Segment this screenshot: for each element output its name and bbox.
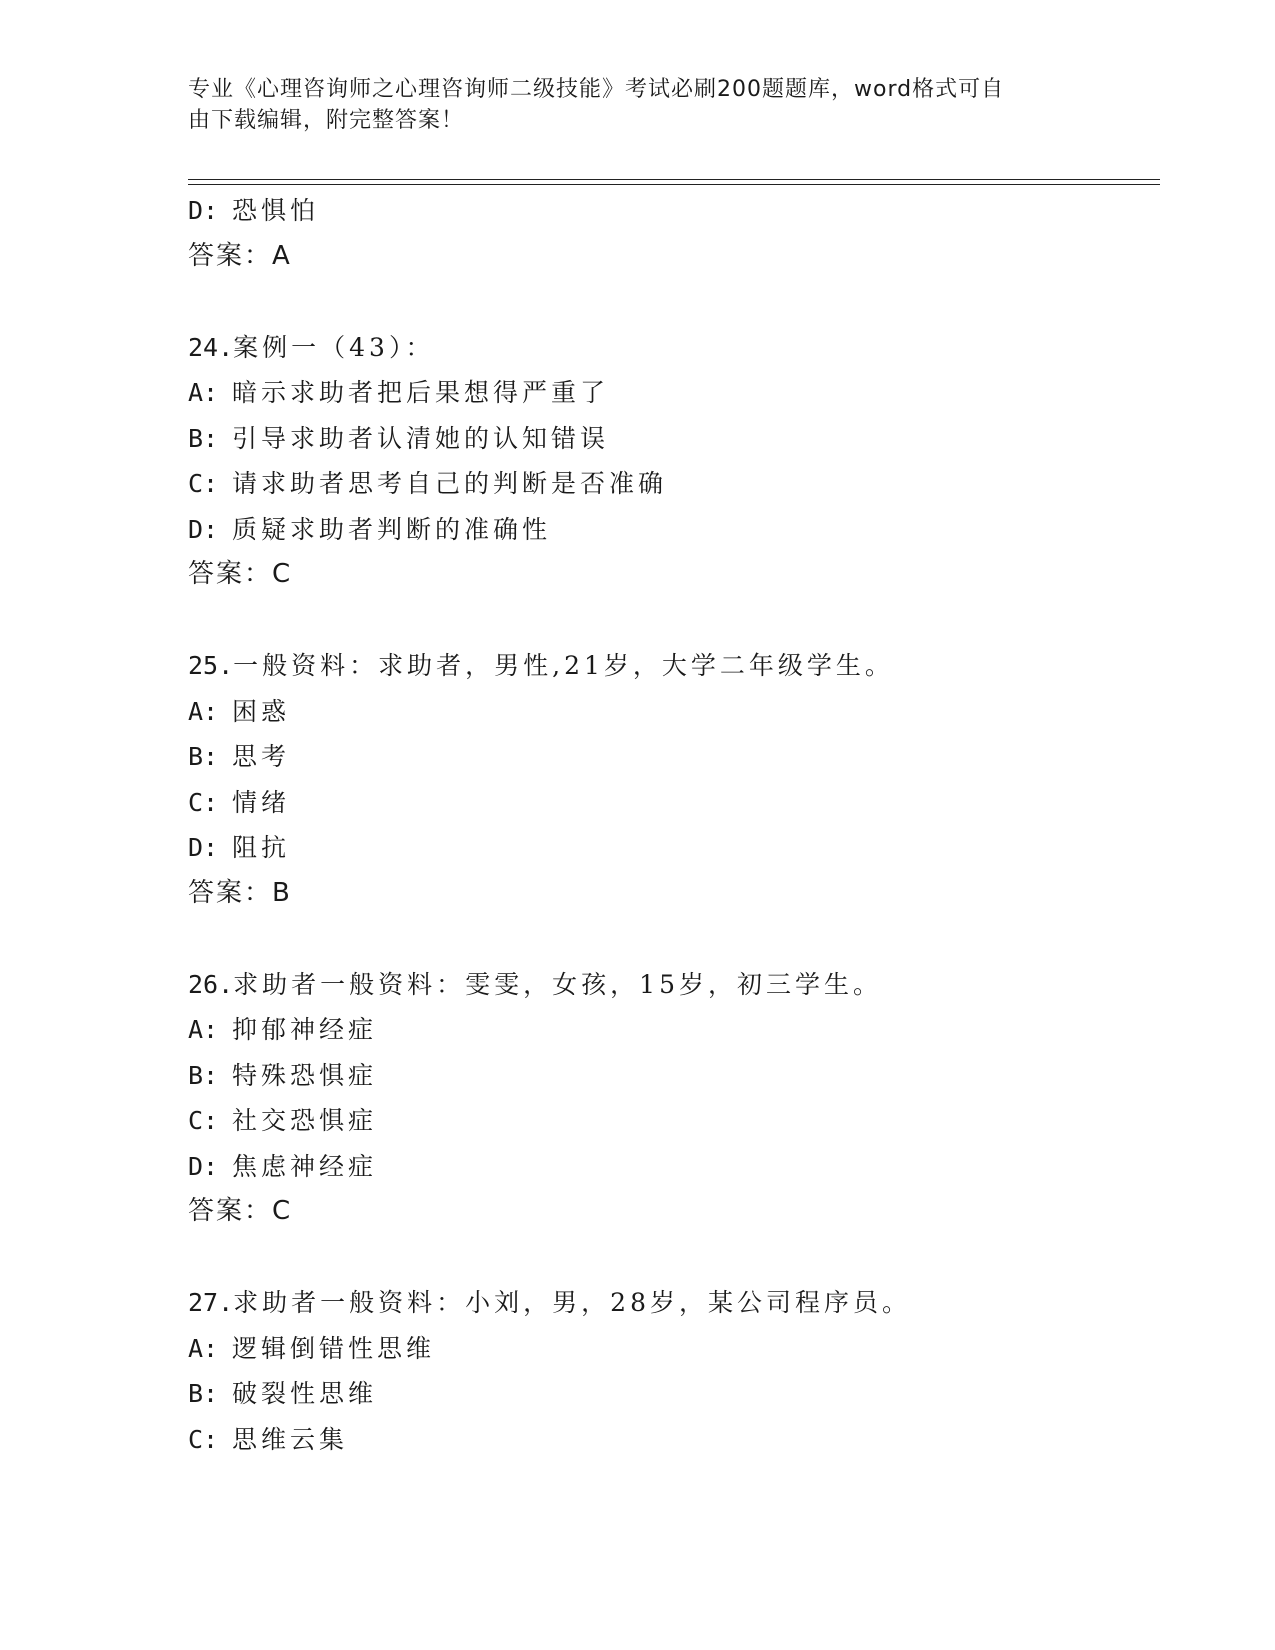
question-number: 25. <box>188 651 234 680</box>
option-letter: B: <box>188 423 219 453</box>
carryover-block <box>188 188 1168 279</box>
option-row <box>188 1098 1168 1144</box>
option-letter: A: <box>188 696 219 726</box>
option-letter: B: <box>188 1379 219 1408</box>
header-divider-bottom <box>188 184 1160 185</box>
option-text: 破裂性思维 <box>232 1379 378 1408</box>
question-list <box>188 188 1168 1462</box>
question-stem <box>188 1280 1168 1326</box>
option-row <box>188 1007 1168 1053</box>
question-number: 27. <box>188 1288 234 1317</box>
question-text: 求助者一般资料：小刘，男，28岁，某公司程序员。 <box>233 1288 911 1317</box>
option-text: 思考 <box>232 742 291 771</box>
option-text: 困惑 <box>232 696 291 726</box>
question-27 <box>188 1280 1168 1462</box>
question-text: 一般资料：求助者，男性,21岁，大学二年级学生。 <box>233 651 894 680</box>
option-letter: C: <box>188 1424 219 1454</box>
option-text: 抑郁神经症 <box>232 1015 378 1044</box>
option-row <box>188 370 1168 416</box>
option-row <box>188 1371 1168 1417</box>
question-stem <box>188 325 1168 371</box>
option-letter: D: <box>188 1151 219 1181</box>
option-row <box>188 1326 1168 1372</box>
spacer <box>188 1235 1168 1281</box>
option-text: 阻抗 <box>232 833 291 862</box>
option-text: 请求助者思考自己的判断是否准确 <box>232 469 668 498</box>
option-text: 引导求助者认清她的认知错误 <box>232 423 610 453</box>
question-number: 24. <box>188 332 234 362</box>
option-text: 社交恐惧症 <box>232 1106 378 1135</box>
spacer <box>188 598 1168 644</box>
option-letter: B: <box>188 742 219 771</box>
answer-line: 答案：C <box>188 1196 293 1226</box>
question-number: 26. <box>188 969 234 999</box>
option-row <box>188 416 1168 462</box>
option-letter: C: <box>188 1106 219 1135</box>
option-text: 情绪 <box>232 787 291 817</box>
option-row <box>188 734 1168 780</box>
option-text: 恐惧怕 <box>232 196 320 225</box>
spacer <box>188 279 1168 325</box>
option-row <box>188 825 1168 871</box>
option-row <box>188 188 1168 234</box>
question-text: 求助者一般资料：雯雯，女孩，15岁，初三学生。 <box>233 969 882 999</box>
spacer <box>188 916 1168 962</box>
option-text: 焦虑神经症 <box>232 1151 378 1181</box>
option-letter: C: <box>188 787 219 817</box>
answer-line: 答案：C <box>188 559 293 589</box>
answer-line: 答案：B <box>188 877 292 908</box>
question-stem <box>188 643 1168 689</box>
option-row <box>188 1417 1168 1463</box>
question-26 <box>188 962 1168 1235</box>
question-25 <box>188 643 1168 916</box>
option-text: 质疑求助者判断的准确性 <box>232 514 552 544</box>
header-line-1: 专业《心理咨询师之心理咨询师二级技能》考试必刷200题题库，word格式可自 <box>188 77 1005 102</box>
question-stem <box>188 962 1168 1008</box>
header-divider-top <box>188 179 1160 180</box>
option-text: 逻辑倒错性思维 <box>232 1333 436 1363</box>
option-row <box>188 461 1168 507</box>
option-letter: B: <box>188 1060 219 1090</box>
option-row <box>188 689 1168 735</box>
option-row <box>188 507 1168 553</box>
option-text: 特殊恐惧症 <box>232 1060 378 1090</box>
question-24 <box>188 325 1168 598</box>
option-text: 暗示求助者把后果想得严重了 <box>232 378 610 407</box>
option-letter: A: <box>188 378 219 407</box>
option-letter: D: <box>188 514 219 544</box>
option-letter: D: <box>188 196 219 225</box>
option-letter: A: <box>188 1333 219 1363</box>
option-letter: C: <box>188 469 219 498</box>
option-row <box>188 1053 1168 1099</box>
option-letter: D: <box>188 833 219 862</box>
header-line-2: 由下载编辑，附完整答案！ <box>188 108 465 133</box>
option-text: 思维云集 <box>232 1424 349 1454</box>
option-row <box>188 780 1168 826</box>
answer-line: 答案：A <box>188 240 292 271</box>
option-row <box>188 1144 1168 1190</box>
document-header <box>188 74 1068 136</box>
option-letter: A: <box>188 1015 219 1044</box>
question-text: 案例一（43）： <box>233 332 435 362</box>
